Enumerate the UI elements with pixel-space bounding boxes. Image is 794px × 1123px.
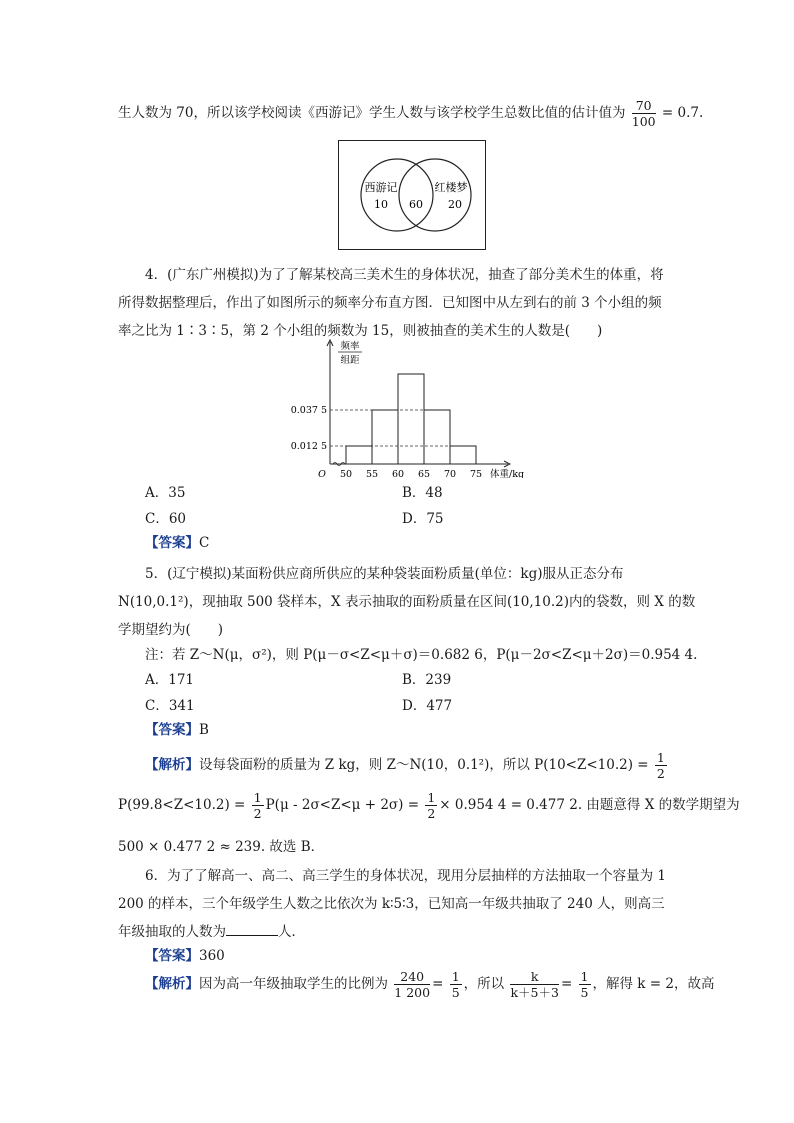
histogram-bar xyxy=(398,374,424,464)
q5-option-c: C．341 xyxy=(145,698,195,714)
venn-label-a: 西游记 xyxy=(364,181,398,194)
x-tick-label: 65 xyxy=(417,469,431,478)
q6-line-1: 6．为了了解高一、高二、高三学生的身体状况，现用分层抽样的方法抽取一个容量为 1 xyxy=(145,868,666,884)
x-tick-label: 75 xyxy=(469,469,483,478)
venn-svg xyxy=(339,141,485,249)
answer-tag: 【答案】 xyxy=(145,722,199,738)
q5-option-b: B．239 xyxy=(402,672,452,688)
histogram-bar xyxy=(346,446,372,464)
venn-circle-b xyxy=(399,159,471,231)
q5-note: 注：若 Z～N(μ，σ²)，则 P(μ－σ<Z<μ＋σ)＝0.682 6，P(μ－2σ<Z<μ＋2σ)＝0.954 4. xyxy=(145,647,698,663)
q5-solution-line-1: 【解析】设每袋面粉的质量为 Z kg，则 Z～N(10，0.1²)，所以 P(10<Z<10.2) = $\frac{1}{2}$ xyxy=(145,750,665,781)
y-axis-label-bottom: 组距 xyxy=(340,355,360,366)
q5-answer: 【答案】B xyxy=(145,722,209,738)
x-tick-label: 60 xyxy=(391,469,405,478)
q4-line-1: 4．(广东广州模拟)为了了解某校高三美术生的身体状况，抽查了部分美术生的体重，将 xyxy=(145,267,664,283)
venn-circle-a xyxy=(361,159,433,231)
x-tick-label: 70 xyxy=(443,469,457,478)
fraction-one-fifth: $\frac{1}{5}$ xyxy=(580,969,589,1000)
q5-line-1: 5．(辽宁模拟)某面粉供应商所供应的某种袋装面粉质量(单位：kg)服从正态分布 xyxy=(145,566,624,582)
q4-line-2: 所得数据整理后，作出了如图所示的频率分布直方图．已知图中从左到右的前 3 个小组的频 xyxy=(118,295,662,311)
q5-solution-line-3: 500 × 0.477 2 ≈ 239. 故选 B． xyxy=(118,839,325,855)
fraction-one-fifth: $\frac{1}{5}$ xyxy=(451,969,460,1000)
q5-option-d: D．477 xyxy=(402,698,453,714)
venn-only-b: 20 xyxy=(448,198,462,211)
fraction-one-half: $\frac{1}{2}$ xyxy=(427,790,436,821)
venn-diagram xyxy=(338,140,486,250)
q6-line-3: 年级抽取的人数为 人． xyxy=(118,924,305,940)
histogram-bar xyxy=(450,446,476,464)
solution-tag: 【解析】 xyxy=(145,976,199,992)
answer-tag: 【答案】 xyxy=(145,535,199,551)
y-axis-label-top: 频率 xyxy=(340,341,360,352)
q4-option-a: A．35 xyxy=(145,485,186,501)
venn-only-a: 10 xyxy=(374,198,388,211)
x-tick-label: 50 xyxy=(339,469,353,478)
histogram-bar xyxy=(372,410,398,464)
solution-tag: 【解析】 xyxy=(145,757,199,773)
intro-line: 生人数为 70，所以该学校阅读《西游记》学生人数与该学校学生总数比值的估计值为 $\frac{70}{100}$ = 0.7. xyxy=(118,98,704,129)
answer-tag: 【答案】 xyxy=(145,948,199,964)
q5-solution-line-2: P(99.8<Z<10.2) = $\frac{1}{2}$ P(μ - 2σ<Z<μ + 2σ) = $\frac{1}{2}$ × 0.954 4 = 0.477 2. 由题意得 X 的数学期望为 xyxy=(118,790,740,821)
x-tick-label: 55 xyxy=(365,469,379,478)
fraction-70-100: $\frac{70}{100}$ xyxy=(631,98,656,129)
venn-label-b: 红楼梦 xyxy=(434,181,468,194)
q6-answer: 【答案】360 xyxy=(145,948,225,964)
y-tick-label: 0.012 5 xyxy=(290,441,327,452)
q5-line-3: 学期望约为( ) xyxy=(118,622,224,638)
fraction-one-half: $\frac{1}{2}$ xyxy=(253,790,262,821)
answer-blank xyxy=(226,923,278,936)
intro-text: 生人数为 70，所以该学校阅读《西游记》学生人数与该学校学生总数比值的估计值为 xyxy=(118,105,626,121)
q4-line-3: 率之比为 1∶3∶5，第 2 个小组的频数为 15，则被抽查的美术生的人数是( ) xyxy=(118,323,603,339)
q5-line-2: N(10,0.1²)，现抽取 500 袋样本，X 表示抽取的面粉质量在区间(10,10.2)内的袋数，则 X 的数 xyxy=(118,594,696,610)
fraction-240-1200: $\frac{240}{1 200}$ xyxy=(394,969,431,1000)
histogram-chart xyxy=(290,338,540,478)
q4-option-c: C．60 xyxy=(145,511,187,527)
fraction-one-half: $\frac{1}{2}$ xyxy=(656,750,665,781)
origin-label: O xyxy=(318,469,326,478)
q4-option-d: D．75 xyxy=(402,511,444,527)
q4-option-b: B．48 xyxy=(402,485,443,501)
q5-option-a: A．171 xyxy=(145,672,195,688)
q4-answer: 【答案】C xyxy=(145,535,210,551)
histogram-bar xyxy=(424,410,450,464)
y-tick-label: 0.037 5 xyxy=(290,405,327,416)
venn-both: 60 xyxy=(409,198,423,211)
x-axis-label: 体重/kg xyxy=(490,469,525,478)
fraction-k-over-sum: $\frac{k}{k+5+3}$ xyxy=(510,969,559,1000)
q6-line-2: 200 的样本，三个年级学生人数之比依次为 k∶5∶3，已知高一年级共抽取了 240 人，则高三 xyxy=(118,896,665,912)
q6-solution: 【解析】因为高一年级抽取学生的比例为 $\frac{240}{1 200}$ = $\frac{1}{5}$ ，所以 $\frac{k}{k+5+3}$ = $\frac{1}{5}$ ，解得 k = 2，故高 xyxy=(145,969,715,1000)
